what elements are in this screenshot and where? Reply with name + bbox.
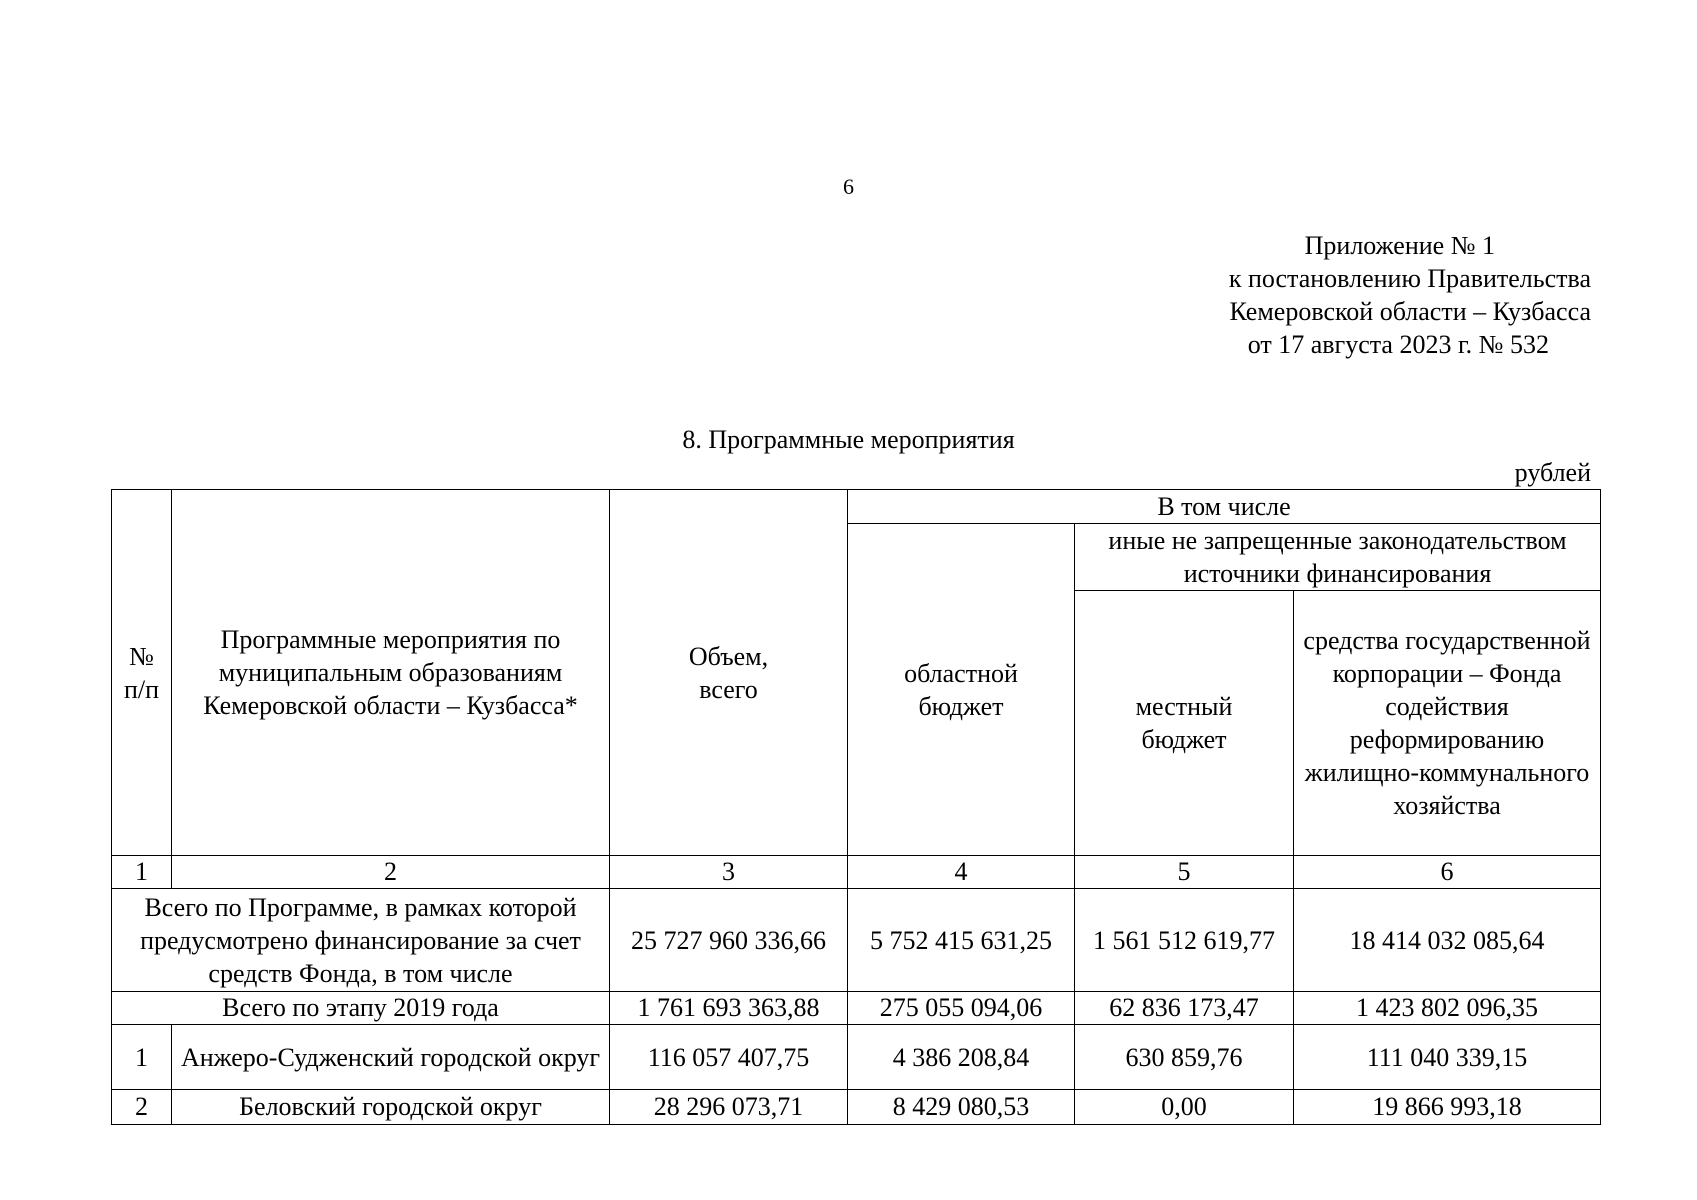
- program-total-row: [112, 889, 1601, 992]
- column-number: 2: [172, 856, 610, 889]
- column-number: 4: [848, 856, 1075, 889]
- header-row-1: [112, 490, 1601, 524]
- program-total-volume: 25 727 960 336,66: [610, 889, 848, 992]
- row-municipality: Анжеро-Судженский городской округ: [172, 1025, 610, 1090]
- appendix-line-4: от 17 августа 2023 г. № 532: [1247, 330, 1549, 359]
- column-number: 5: [1075, 856, 1294, 889]
- row-local: 0,00: [1075, 1090, 1294, 1125]
- header-activity: Программные мероприятия по муниципальным образованиям Кемеровской области – Кузбасса*: [172, 490, 610, 856]
- row-fund: 111 040 339,15: [1294, 1025, 1601, 1090]
- program-table: [111, 489, 1601, 1125]
- appendix-line-1: Приложение № 1: [1304, 231, 1495, 260]
- header-including: В том числе: [848, 490, 1601, 524]
- row-municipality: Беловский городской округ: [172, 1090, 610, 1125]
- row-regional: 8 429 080,53: [848, 1090, 1075, 1125]
- stage-local: 62 836 173,47: [1075, 992, 1294, 1025]
- column-number: 1: [112, 856, 172, 889]
- page-number: 6: [843, 174, 854, 199]
- header-regional-budget: областной бюджет: [848, 524, 1075, 856]
- appendix-block: [1229, 229, 1591, 361]
- program-total-regional: 5 752 415 631,25: [848, 889, 1075, 992]
- program-total-label: Всего по Программе, в рамках которой предусмотрено финансирование за счет средств Фонда, в том числе: [112, 889, 610, 992]
- stage-label: Всего по этапу 2019 года: [112, 992, 610, 1025]
- column-number: 6: [1294, 856, 1601, 889]
- column-numbers-row: [112, 856, 1601, 889]
- stage-fund: 1 423 802 096,35: [1294, 992, 1601, 1025]
- row-fund: 19 866 993,18: [1294, 1090, 1601, 1125]
- row-index: 1: [112, 1025, 172, 1090]
- row-volume: 28 296 073,71: [610, 1090, 848, 1125]
- header-total: Объем, всего: [610, 490, 848, 856]
- header-fund: средства государственной корпорации – Фонда содействия реформированию жилищно-коммунального хозяйства: [1294, 591, 1601, 856]
- row-regional: 4 386 208,84: [848, 1025, 1075, 1090]
- header-local-budget: местный бюджет: [1075, 591, 1294, 856]
- column-number: 3: [610, 856, 848, 889]
- header-num: № п/п: [112, 490, 172, 856]
- appendix-line-2: к постановлению Правительства: [1228, 264, 1591, 293]
- stage-volume: 1 761 693 363,88: [610, 992, 848, 1025]
- program-total-local: 1 561 512 619,77: [1075, 889, 1294, 992]
- table-row: [112, 1025, 1601, 1090]
- row-local: 630 859,76: [1075, 1025, 1294, 1090]
- stage-regional: 275 055 094,06: [848, 992, 1075, 1025]
- table-row: [112, 1090, 1601, 1125]
- units-label: рублей: [1514, 458, 1591, 487]
- row-index: 2: [112, 1090, 172, 1125]
- appendix-line-3: Кемеровской области – Кузбасса: [1229, 297, 1591, 326]
- program-total-fund: 18 414 032 085,64: [1294, 889, 1601, 992]
- header-other-sources: иные не запрещенные законодательством источники финансирования: [1075, 524, 1601, 591]
- row-volume: 116 057 407,75: [610, 1025, 848, 1090]
- section-title: 8. Программные мероприятия: [682, 425, 1015, 454]
- stage-2019-row: [112, 992, 1601, 1025]
